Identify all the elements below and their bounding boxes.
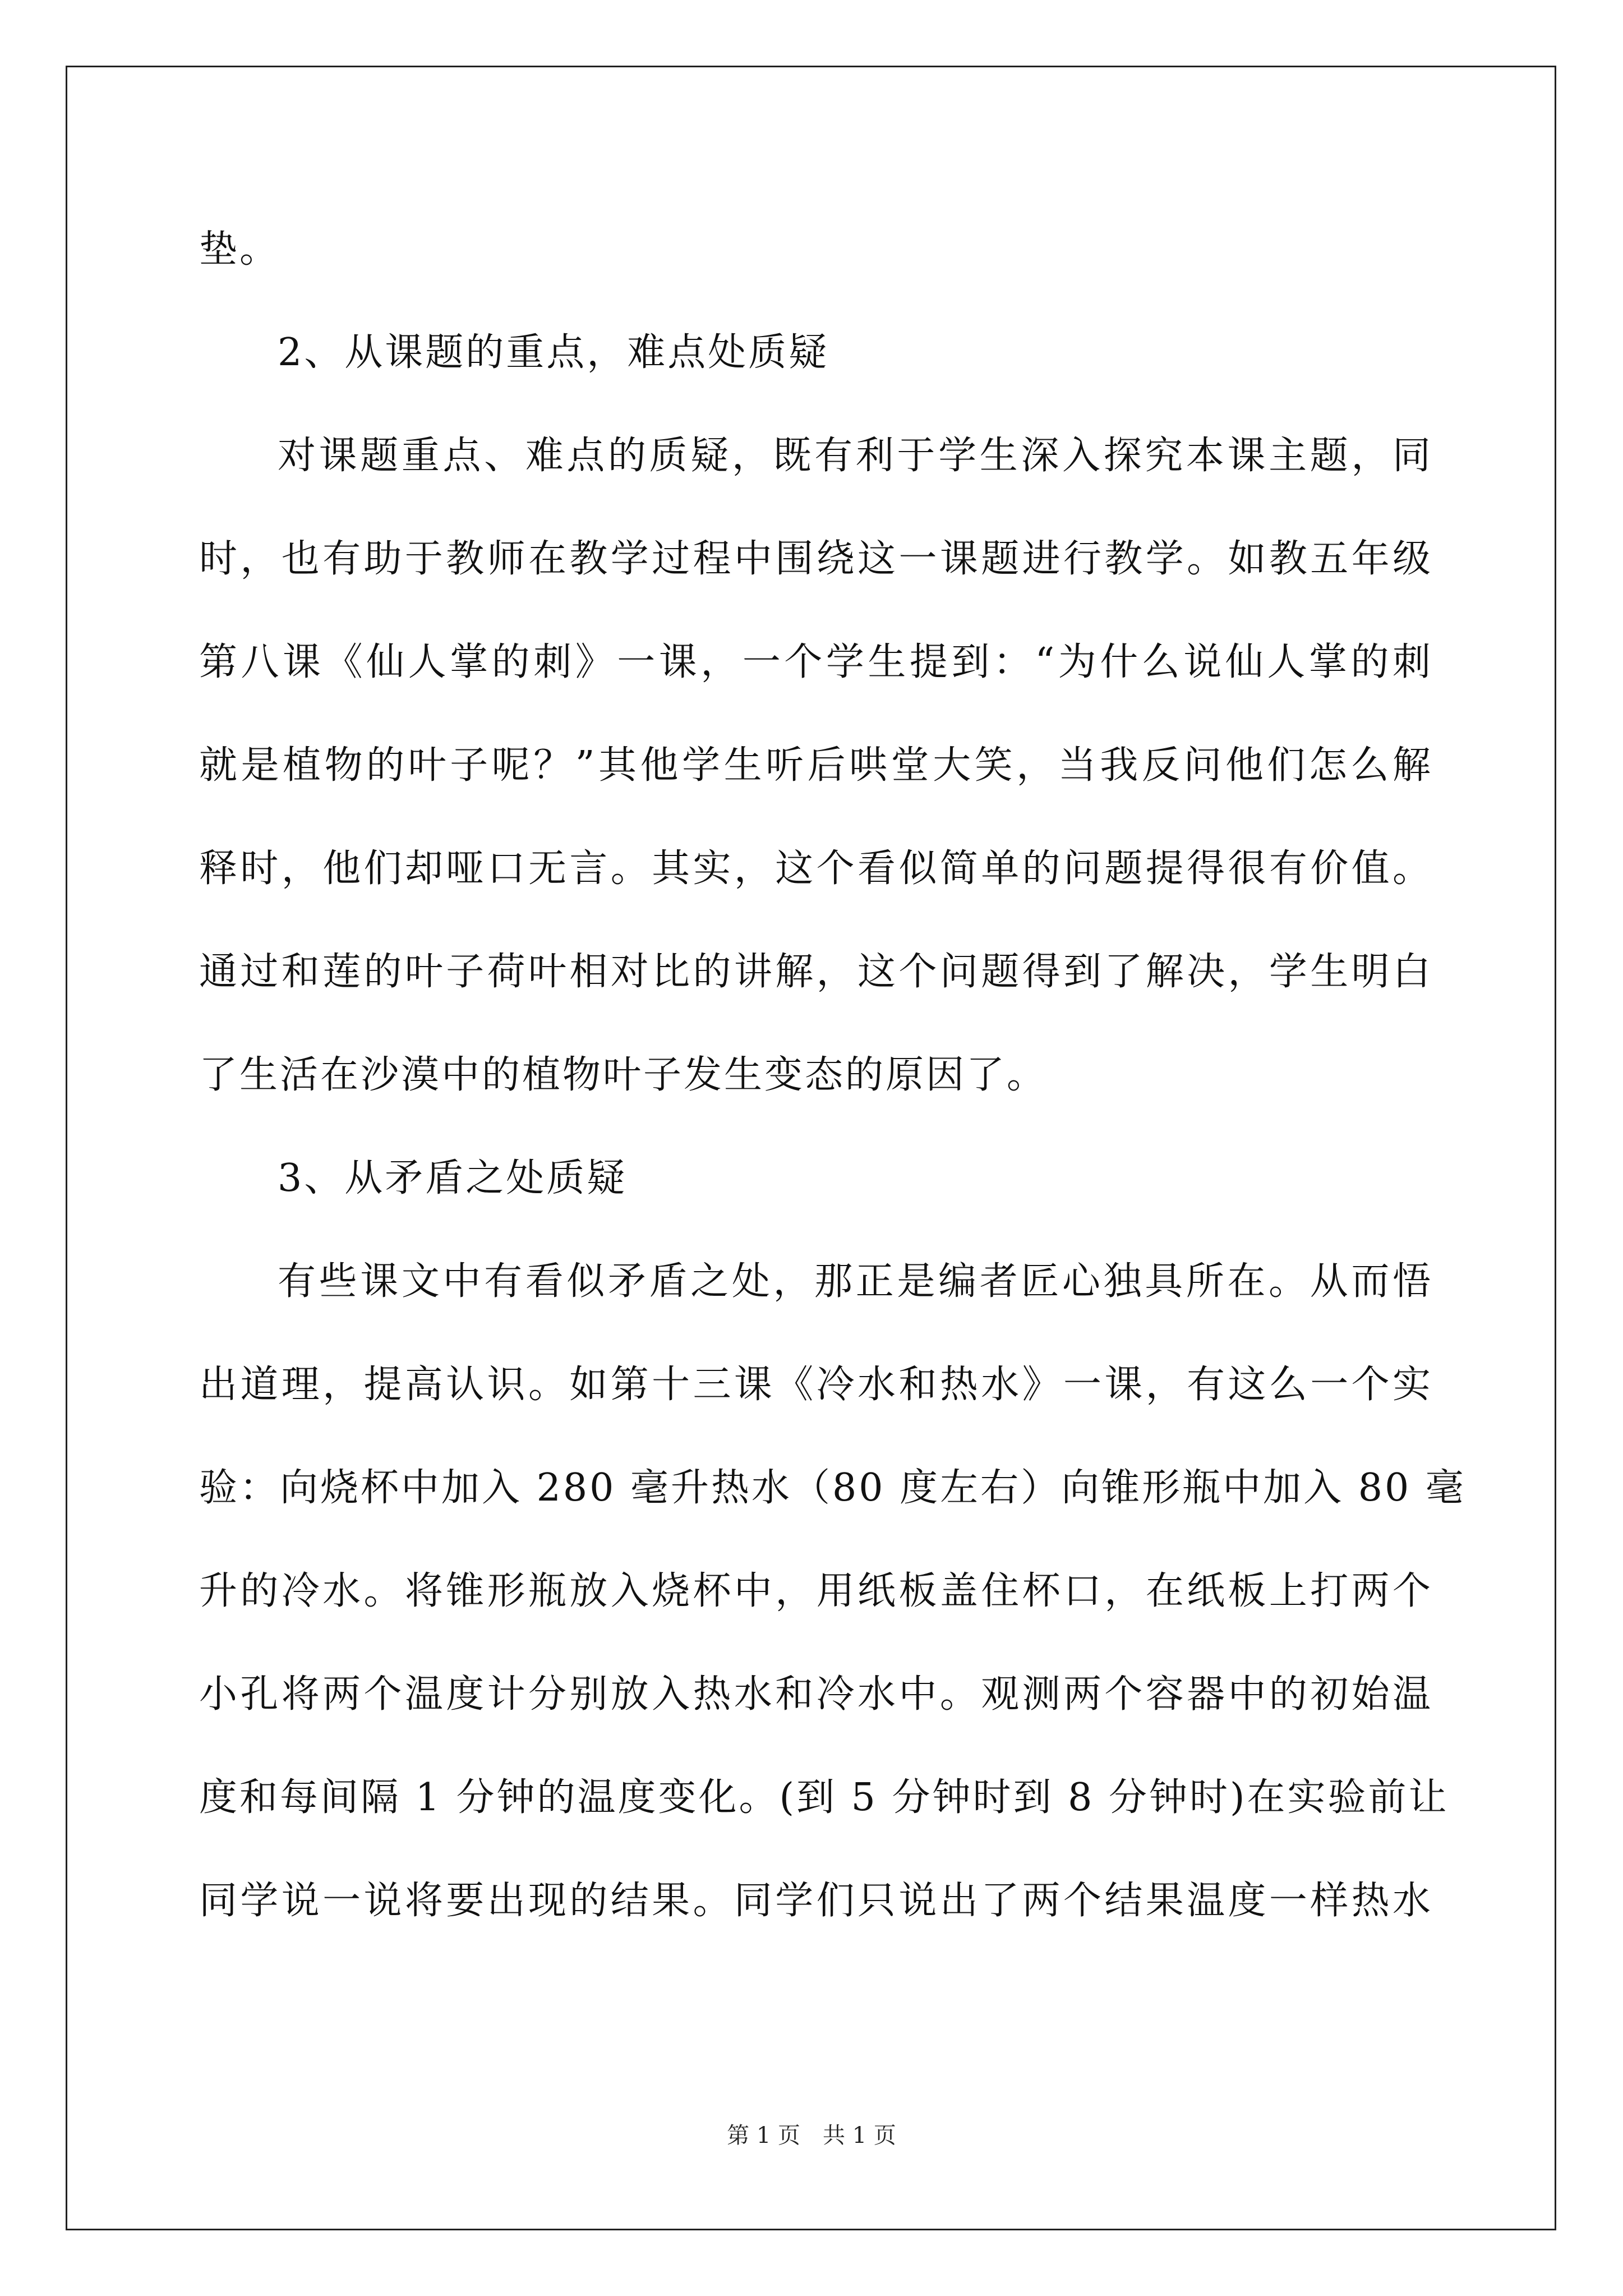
page-number-footer: 第 1 页 共 1 页: [727, 2123, 896, 2148]
section-heading-3: 3、从矛盾之处质疑: [278, 1156, 628, 1200]
text-line: 同学说一说将要出现的结果。同学们只说出了两个结果温度一样热水: [199, 1879, 1433, 1923]
text-line: 出道理，提高认识。如第十三课《冷水和热水》一课，有这么一个实: [199, 1363, 1433, 1407]
text-line: 通过和莲的叶子荷叶相对比的讲解，这个问题得到了解决，学生明白: [199, 950, 1433, 994]
text-line: 升的冷水。将锥形瓶放入烧杯中，用纸板盖住杯口，在纸板上打两个: [199, 1569, 1433, 1613]
text-line: 度和每间隔 1 分钟的温度变化。(到 5 分钟时到 8 分钟时)在实验前让: [199, 1775, 1449, 1820]
text-line: 就是植物的叶子呢？”其他学生听后哄堂大笑，当我反问他们怎么解: [199, 743, 1433, 788]
text-line: 时，也有助于教师在教学过程中围绕这一课题进行教学。如教五年级: [199, 537, 1433, 581]
document-body: [199, 208, 1466, 1962]
text-line: 对课题重点、难点的质疑，既有利于学生深入探究本课主题，同: [278, 434, 1433, 478]
text-line: 了生活在沙漠中的植物叶子发生变态的原因了。: [199, 1053, 1048, 1097]
text-line: 释时，他们却哑口无言。其实，这个看似简单的问题提得很有价值。: [199, 846, 1433, 891]
text-line: 垫。: [199, 227, 280, 272]
text-line: 验：向烧杯中加入 280 毫升热水（80 度左右）向锥形瓶中加入 80 毫: [199, 1466, 1466, 1510]
section-heading-2: 2、从课题的重点，难点处质疑: [278, 330, 829, 375]
text-line: 第八课《仙人掌的刺》一课，一个学生提到：“为什么说仙人掌的刺: [199, 640, 1433, 684]
text-line: 小孔将两个温度计分别放入热水和冷水中。观测两个容器中的初始温: [199, 1672, 1433, 1717]
text-line: 有些课文中有看似矛盾之处，那正是编者匠心独具所在。从而悟: [278, 1259, 1433, 1304]
